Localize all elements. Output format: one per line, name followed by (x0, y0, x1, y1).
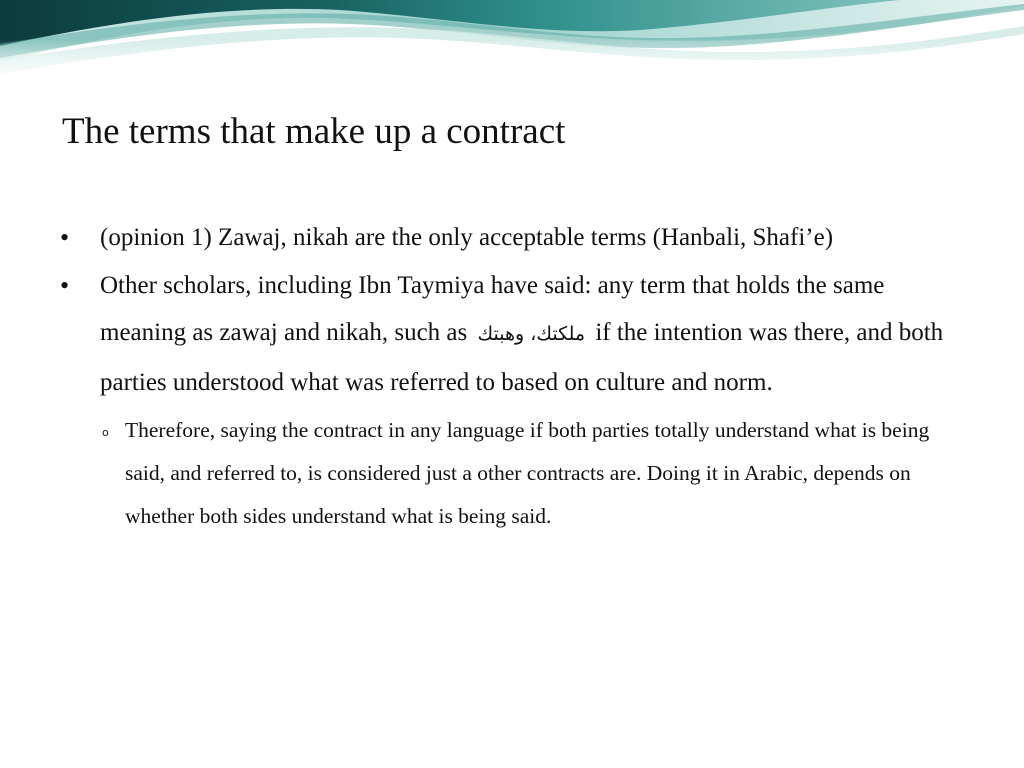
slide-content (60, 214, 960, 538)
bullet-marker-icon: • (60, 270, 70, 300)
arabic-terms: ملكتك، وهبتك (477, 323, 586, 345)
bullet-text-part-1: Other scholars, including Ibn Taymiya have said: any term that holds the same meaning as zawaj and nikah, such as (100, 271, 885, 346)
bullet-marker-icon: • (60, 223, 70, 252)
bullet-text: (opinion 1) Zawaj, nikah are the only acceptable terms (Hanbali, Shafi’e) (100, 224, 834, 251)
hollow-circle-bullet-icon: o (102, 426, 109, 439)
bullet-text-part-2: if the intention was there, and both parties understood what was referred to based on culture and norm. (100, 319, 944, 396)
slide-title: The terms that make up a contract (62, 111, 566, 152)
sub-bullet-item (100, 409, 960, 538)
bullet-item (60, 214, 960, 262)
bullet-item (60, 262, 960, 407)
decorative-wave-banner (0, 0, 1024, 80)
sub-bullet-text: Therefore, saying the contract in any language if both parties totally understand what is being said, and referred to, is considered just a other contracts are. Doing it in Arabic, depends on whether both sides understand what is being said. (125, 418, 930, 528)
